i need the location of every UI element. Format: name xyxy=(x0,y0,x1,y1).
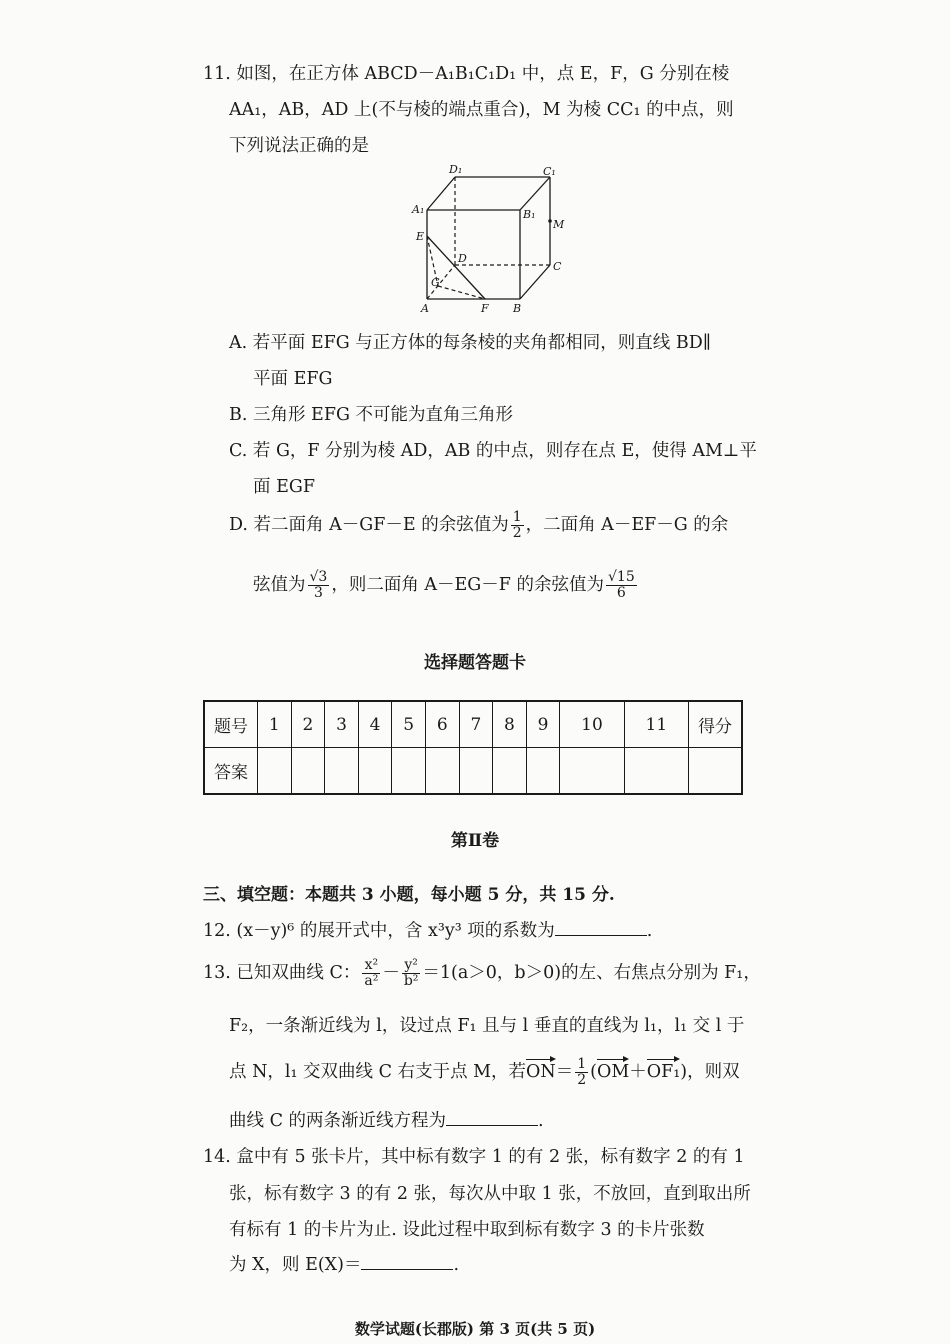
segment-ef xyxy=(427,236,485,299)
answer-cell[interactable] xyxy=(258,748,292,795)
edge-bc xyxy=(520,265,550,299)
frac-num: x² xyxy=(362,958,380,974)
fraction-one-half xyxy=(575,1057,588,1088)
plus-sign: ＋ xyxy=(629,1062,647,1082)
q13-text3: 点 N，l₁ 交双曲线 C 右支于点 M，若 xyxy=(229,1062,527,1082)
question-number-cell: 9 xyxy=(526,701,560,748)
question-number-cell: 8 xyxy=(493,701,527,748)
frac-num: y² xyxy=(402,958,421,974)
answer-cell[interactable] xyxy=(560,748,624,795)
q13-text1: 13. 已知双曲线 C： xyxy=(203,963,361,983)
q13-line4 xyxy=(229,1107,544,1132)
label-e: E xyxy=(416,230,425,243)
question-number-cell: 10 xyxy=(560,701,624,748)
answer-cell[interactable] xyxy=(459,748,493,795)
page-footer: 数学试题(长郡版) 第 3 页(共 5 页) xyxy=(354,1320,596,1338)
question-number-cell: 1 xyxy=(258,701,292,748)
q12-text: 12. (x－y)⁶ 的展开式中，含 x³y³ 项的系数为 xyxy=(203,921,555,941)
frac-den: a² xyxy=(364,973,379,989)
q11-option-d-text4: ，则二面角 A－EG－F 的余弦值为 xyxy=(331,575,604,595)
q13-text2: ＝1(a＞0，b＞0)的左、右焦点分别为 F₁， xyxy=(422,963,761,983)
q12 xyxy=(203,917,652,942)
fraction-x2-over-a2 xyxy=(362,958,380,989)
row-header-answer: 答案 xyxy=(204,748,258,795)
q13-line2: F₂，一条渐近线为 l，设过点 F₁ 且与 l 垂直的直线为 l₁，l₁ 交 l 于 xyxy=(229,1016,745,1036)
q11-option-a-line2: 平面 EFG xyxy=(253,369,333,389)
frac-den: 6 xyxy=(616,585,626,601)
answer-cell[interactable] xyxy=(526,748,560,795)
q14-line4 xyxy=(229,1251,459,1276)
paren-open: ( xyxy=(590,1062,597,1082)
part2-title: 第Ⅱ卷 xyxy=(450,831,500,851)
answer-cell[interactable] xyxy=(493,748,527,795)
q14-text: 为 X，则 E(X)＝ xyxy=(229,1255,362,1275)
question-number-cell: 7 xyxy=(459,701,493,748)
q14-line3: 有标有 1 的卡片为止. 设此过程中取到标有数字 3 的卡片张数 xyxy=(229,1220,705,1240)
cube-figure xyxy=(405,162,575,317)
frac-den: b² xyxy=(403,973,419,989)
fraction-sqrt3-over-3 xyxy=(308,570,330,601)
score-cell[interactable] xyxy=(689,748,743,795)
q13-end: . xyxy=(538,1111,544,1131)
q13-line3 xyxy=(229,1057,740,1088)
frac-den: 2 xyxy=(512,525,522,541)
answer-cell[interactable] xyxy=(392,748,426,795)
q11-option-c-line2: 面 EGF xyxy=(253,477,315,497)
question-number-cell: 11 xyxy=(624,701,688,748)
q14-line2: 张，标有数字 3 的有 2 张，每次从中取 1 张，不放回，直到取出所 xyxy=(229,1184,751,1204)
label-a1: A₁ xyxy=(412,203,425,216)
question-number-cell: 4 xyxy=(358,701,392,748)
q11-line3: 下列说法正确的是 xyxy=(229,136,369,156)
q11-option-d-line2 xyxy=(253,570,639,601)
score-header: 得分 xyxy=(689,701,743,748)
q11-option-d-line1 xyxy=(229,510,728,541)
label-m: M xyxy=(553,218,565,231)
q13-answer-blank[interactable] xyxy=(446,1109,538,1126)
frac-den: 3 xyxy=(313,585,323,601)
answer-cell[interactable] xyxy=(425,748,459,795)
label-g: G xyxy=(431,276,440,289)
edge-b1c1 xyxy=(520,177,550,210)
q11-option-d-text3: 弦值为 xyxy=(253,575,306,595)
q11-option-d-text1: D. 若二面角 A－GF－E 的余弦值为 xyxy=(229,515,509,535)
answer-cell[interactable] xyxy=(325,748,359,795)
q14-answer-blank[interactable] xyxy=(361,1253,453,1270)
label-a: A xyxy=(421,302,429,315)
label-b1: B₁ xyxy=(523,208,536,221)
q13-text5: 曲线 C 的两条渐近线方程为 xyxy=(229,1111,447,1131)
label-c: C xyxy=(553,260,562,273)
section3-header: 三、填空题：本题共 3 小题，每小题 5 分，共 15 分. xyxy=(203,885,615,905)
label-c1: C₁ xyxy=(543,165,556,178)
q11-line1: 11. 如图，在正方体 ABCD－A₁B₁C₁D₁ 中，点 E，F，G 分别在棱 xyxy=(203,64,730,84)
answer-card-row-numbers xyxy=(204,701,742,748)
fraction-sqrt15-over-6 xyxy=(606,570,637,601)
question-number-cell: 2 xyxy=(291,701,325,748)
q11-line2: AA₁，AB，AD 上(不与棱的端点重合)，M 为棱 CC₁ 的中点，则 xyxy=(229,100,734,120)
point-m xyxy=(548,219,552,223)
q11-option-d-text2: ，二面角 A－EF－G 的余 xyxy=(525,515,729,535)
label-d1: D₁ xyxy=(449,163,463,176)
frac-num: 1 xyxy=(577,1056,587,1072)
q14-end: . xyxy=(453,1255,460,1275)
q11-option-a-line1: A. 若平面 EFG 与正方体的每条棱的夹角都相同，则直线 BD∥ xyxy=(229,333,711,353)
fraction-y2-over-b2 xyxy=(402,958,421,989)
frac-den: 2 xyxy=(577,1072,587,1088)
vector-om: OM xyxy=(596,1062,630,1082)
frac-num: √3 xyxy=(309,569,328,585)
question-number-cell: 5 xyxy=(392,701,426,748)
answer-card-title: 选择题答题卡 xyxy=(424,653,526,673)
question-number-cell: 3 xyxy=(325,701,359,748)
equals-sign: ＝ xyxy=(555,1062,574,1082)
label-d: D xyxy=(458,252,467,265)
label-f: F xyxy=(481,302,489,315)
question-number-cell: 6 xyxy=(425,701,459,748)
frac-num: √15 xyxy=(608,569,635,585)
q12-end: . xyxy=(646,921,653,941)
label-b: B xyxy=(513,302,522,315)
edge-a1d1 xyxy=(427,177,455,210)
answer-card-row-answers xyxy=(204,748,742,795)
answer-card-table xyxy=(203,700,743,795)
row-header-number: 题号 xyxy=(204,701,258,748)
minus-sign: － xyxy=(382,963,400,983)
answer-cell[interactable] xyxy=(291,748,325,795)
q14-line1: 14. 盒中有 5 张卡片，其中标有数字 1 的有 2 张，标有数字 2 的有 1 xyxy=(203,1147,745,1167)
q12-answer-blank[interactable] xyxy=(555,919,647,936)
q13-text4: )，则双 xyxy=(680,1062,740,1082)
segment-gf xyxy=(438,286,485,299)
answer-cell[interactable] xyxy=(358,748,392,795)
q11-option-c-line1: C. 若 G，F 分别为棱 AD，AB 的中点，则存在点 E，使得 AM⊥平 xyxy=(229,441,757,461)
frac-num: 1 xyxy=(512,509,522,525)
q13-line1 xyxy=(203,958,761,989)
answer-cell[interactable] xyxy=(624,748,688,795)
vector-of1: OF₁ xyxy=(646,1062,681,1082)
q11-option-b: B. 三角形 EFG 不可能为直角三角形 xyxy=(229,405,514,425)
vector-on: ON xyxy=(526,1062,556,1082)
fraction-one-half xyxy=(511,510,524,541)
